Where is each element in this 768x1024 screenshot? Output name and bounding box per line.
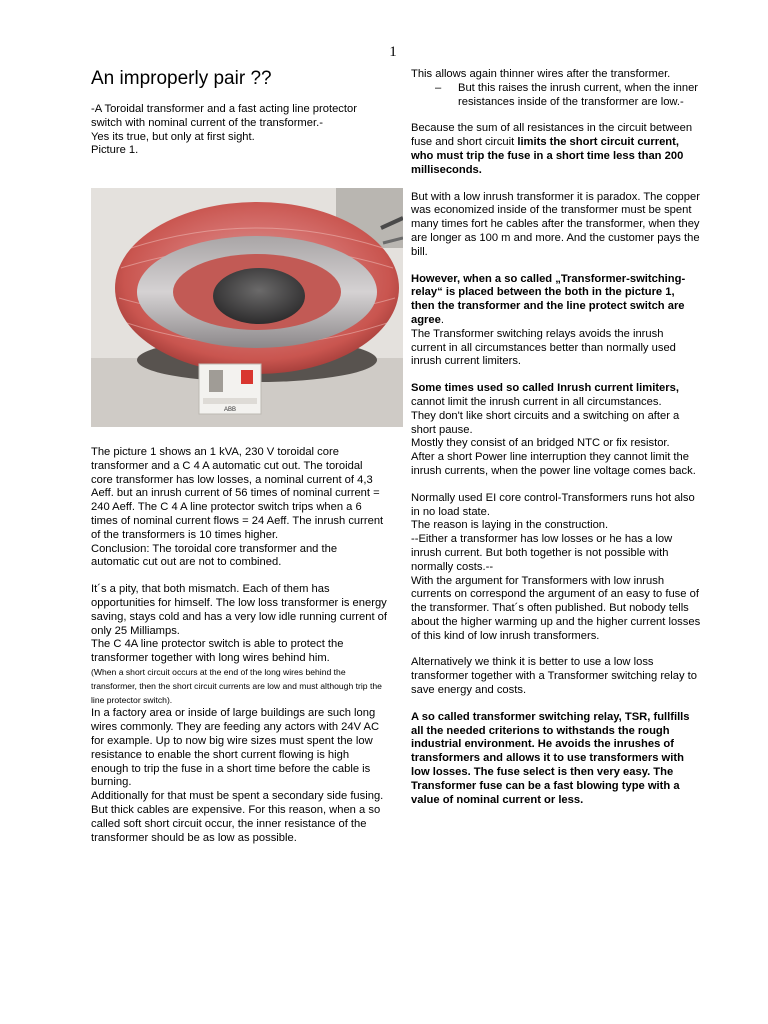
paragraph-text: cannot limit the inrush current in all circumstances. [411,395,662,408]
left-column-intro [91,103,387,158]
toroidal-transformer-illustration [91,188,403,427]
paragraph: --Either a transformer has low losses or he has a low inrush current. But both together is not possible with normally costs.-- [411,533,673,573]
paragraph: Normally used EI core control-Transformers runs hot also in no load state. [411,491,695,518]
paragraph: Mostly they consist of an bridged NTC or fix resistor. [411,437,670,450]
paragraph: Conclusion: The toroidal core transformer and the automatic cut out are not to combined. [91,542,338,569]
page-title: An improperly pair ?? [91,68,272,89]
paragraph-bold: Some times used so called Inrush current limiters, [411,382,679,395]
paragraph-text: Because the sum of all resistances in the circuit between fuse and short circuit [411,122,693,149]
paragraph: Alternatively we think it is better to use a low loss transformer together with a Transformer switching relay to save energy and costs. [411,656,698,697]
paragraph-bold: However, when a so called „Transformer-switching-relay“ is placed between the both in the picture 1, then the transformer and the line protect switch are agree [411,272,686,326]
paragraph: With the argument for Transformers with low inrush currents on correspond the argument of an easy to fuse of the transformer. That´s often published. But nobody tells about the higher warming up and the higher current losses of this kind of low inrush transformers. [411,574,701,642]
paragraph [411,273,701,328]
paragraph [411,122,701,177]
paragraph: Additionally for that must be spent a secondary side fusing. [91,790,384,803]
dash-marker: – [435,81,442,94]
breaker-label: ABB [223,407,237,413]
paragraph: It´s a pity, that both mismatch. Each of them has opportunities for himself. The low loss transformer is energy saving, stays cold and has a very low idle running current of only 25 Milliamps. [91,583,388,637]
paragraph-bold: A so called transformer switching relay, TSR, fullfills all the needed criterions to withstands the rough industrial environment. He avoids the inrushes of transformers and allows it to use transformers with low losses. The fuse select is then very easy. The Transformer fuse can be a fast blowing type with a value of nominal current or less. [411,710,690,806]
right-column [411,68,701,807]
paragraph-text: . [440,313,444,326]
paragraph: After a short Power line interruption they cannot limit the inrush currents, when the power line voltage comes back. [411,451,696,477]
paragraph: They don't like short circuits and a switching on after a short pause. [411,409,680,436]
intro-line: -A Toroidal transformer and a fast acting line protector switch with nominal current of the transformer.- [91,103,357,129]
paragraph-note: (When a short circuit occurs at the end of the long wires behind the transformer, then the short circuit currents are low and must although trip the line protector switch). [91,666,382,705]
paragraph-bold: limits the short circuit current, who must trip the fuse in a short time less than 200 milliseconds. [411,136,684,176]
paragraph: The Transformer switching relays avoids the inrush current in all circumstances better than normally used inrush current limiters. [411,327,676,368]
paragraph: But with a low inrush transformer it is paradox. The copper was economized inside of the transformer must be spent many times fort he cables after the transformer, when they are longer as 100 m and more. And the customer pays the bill. [411,190,700,258]
dash-item [411,82,701,110]
paragraph: This allows again thinner wires after the transformer. [411,68,671,80]
left-column-body [91,446,387,845]
intro-line: Picture 1. [91,144,139,157]
dash-text: But this raises the inrush current, when the inner resistances inside of the transformer are low.- [458,81,699,108]
page-number: 1 [389,44,397,60]
paragraph: The picture 1 shows an 1 kVA, 230 V toroidal core transformer and a C 4 A automatic cut out. The toroidal core transformer has low losses, a nominal current of 4,3 Aeff. but an inrush current of 56 times of nominal current = 240 Aeff. The C 4 A line protector switch trips when a 6 times of nominal current flows = 24 Aeff. The inrush current of the transformers is 10 times higher. [91,446,384,541]
paragraph: The reason is laying in the construction. [411,519,609,532]
paragraph: But thick cables are expensive. For this reason, when a so called soft short circuit occur, the inner resistance of the transformer should be as low as possible. [91,803,381,844]
intro-line: Yes its true, but only at first sight. [91,130,255,143]
paragraph: The C 4A line protector switch is able to protect the transformer together with long wires behind him. [91,638,344,665]
transformer-photo [91,188,403,427]
paragraph [411,382,701,410]
paragraph: In a factory area or inside of large buildings are such long wires commonly. They are feeding any actors with 24V AC for example. Up to now big wire sizes must spent the low resistance to enable the short current flowing is high enough to trip the fuse in a short time before the cable is burning. [91,707,380,789]
